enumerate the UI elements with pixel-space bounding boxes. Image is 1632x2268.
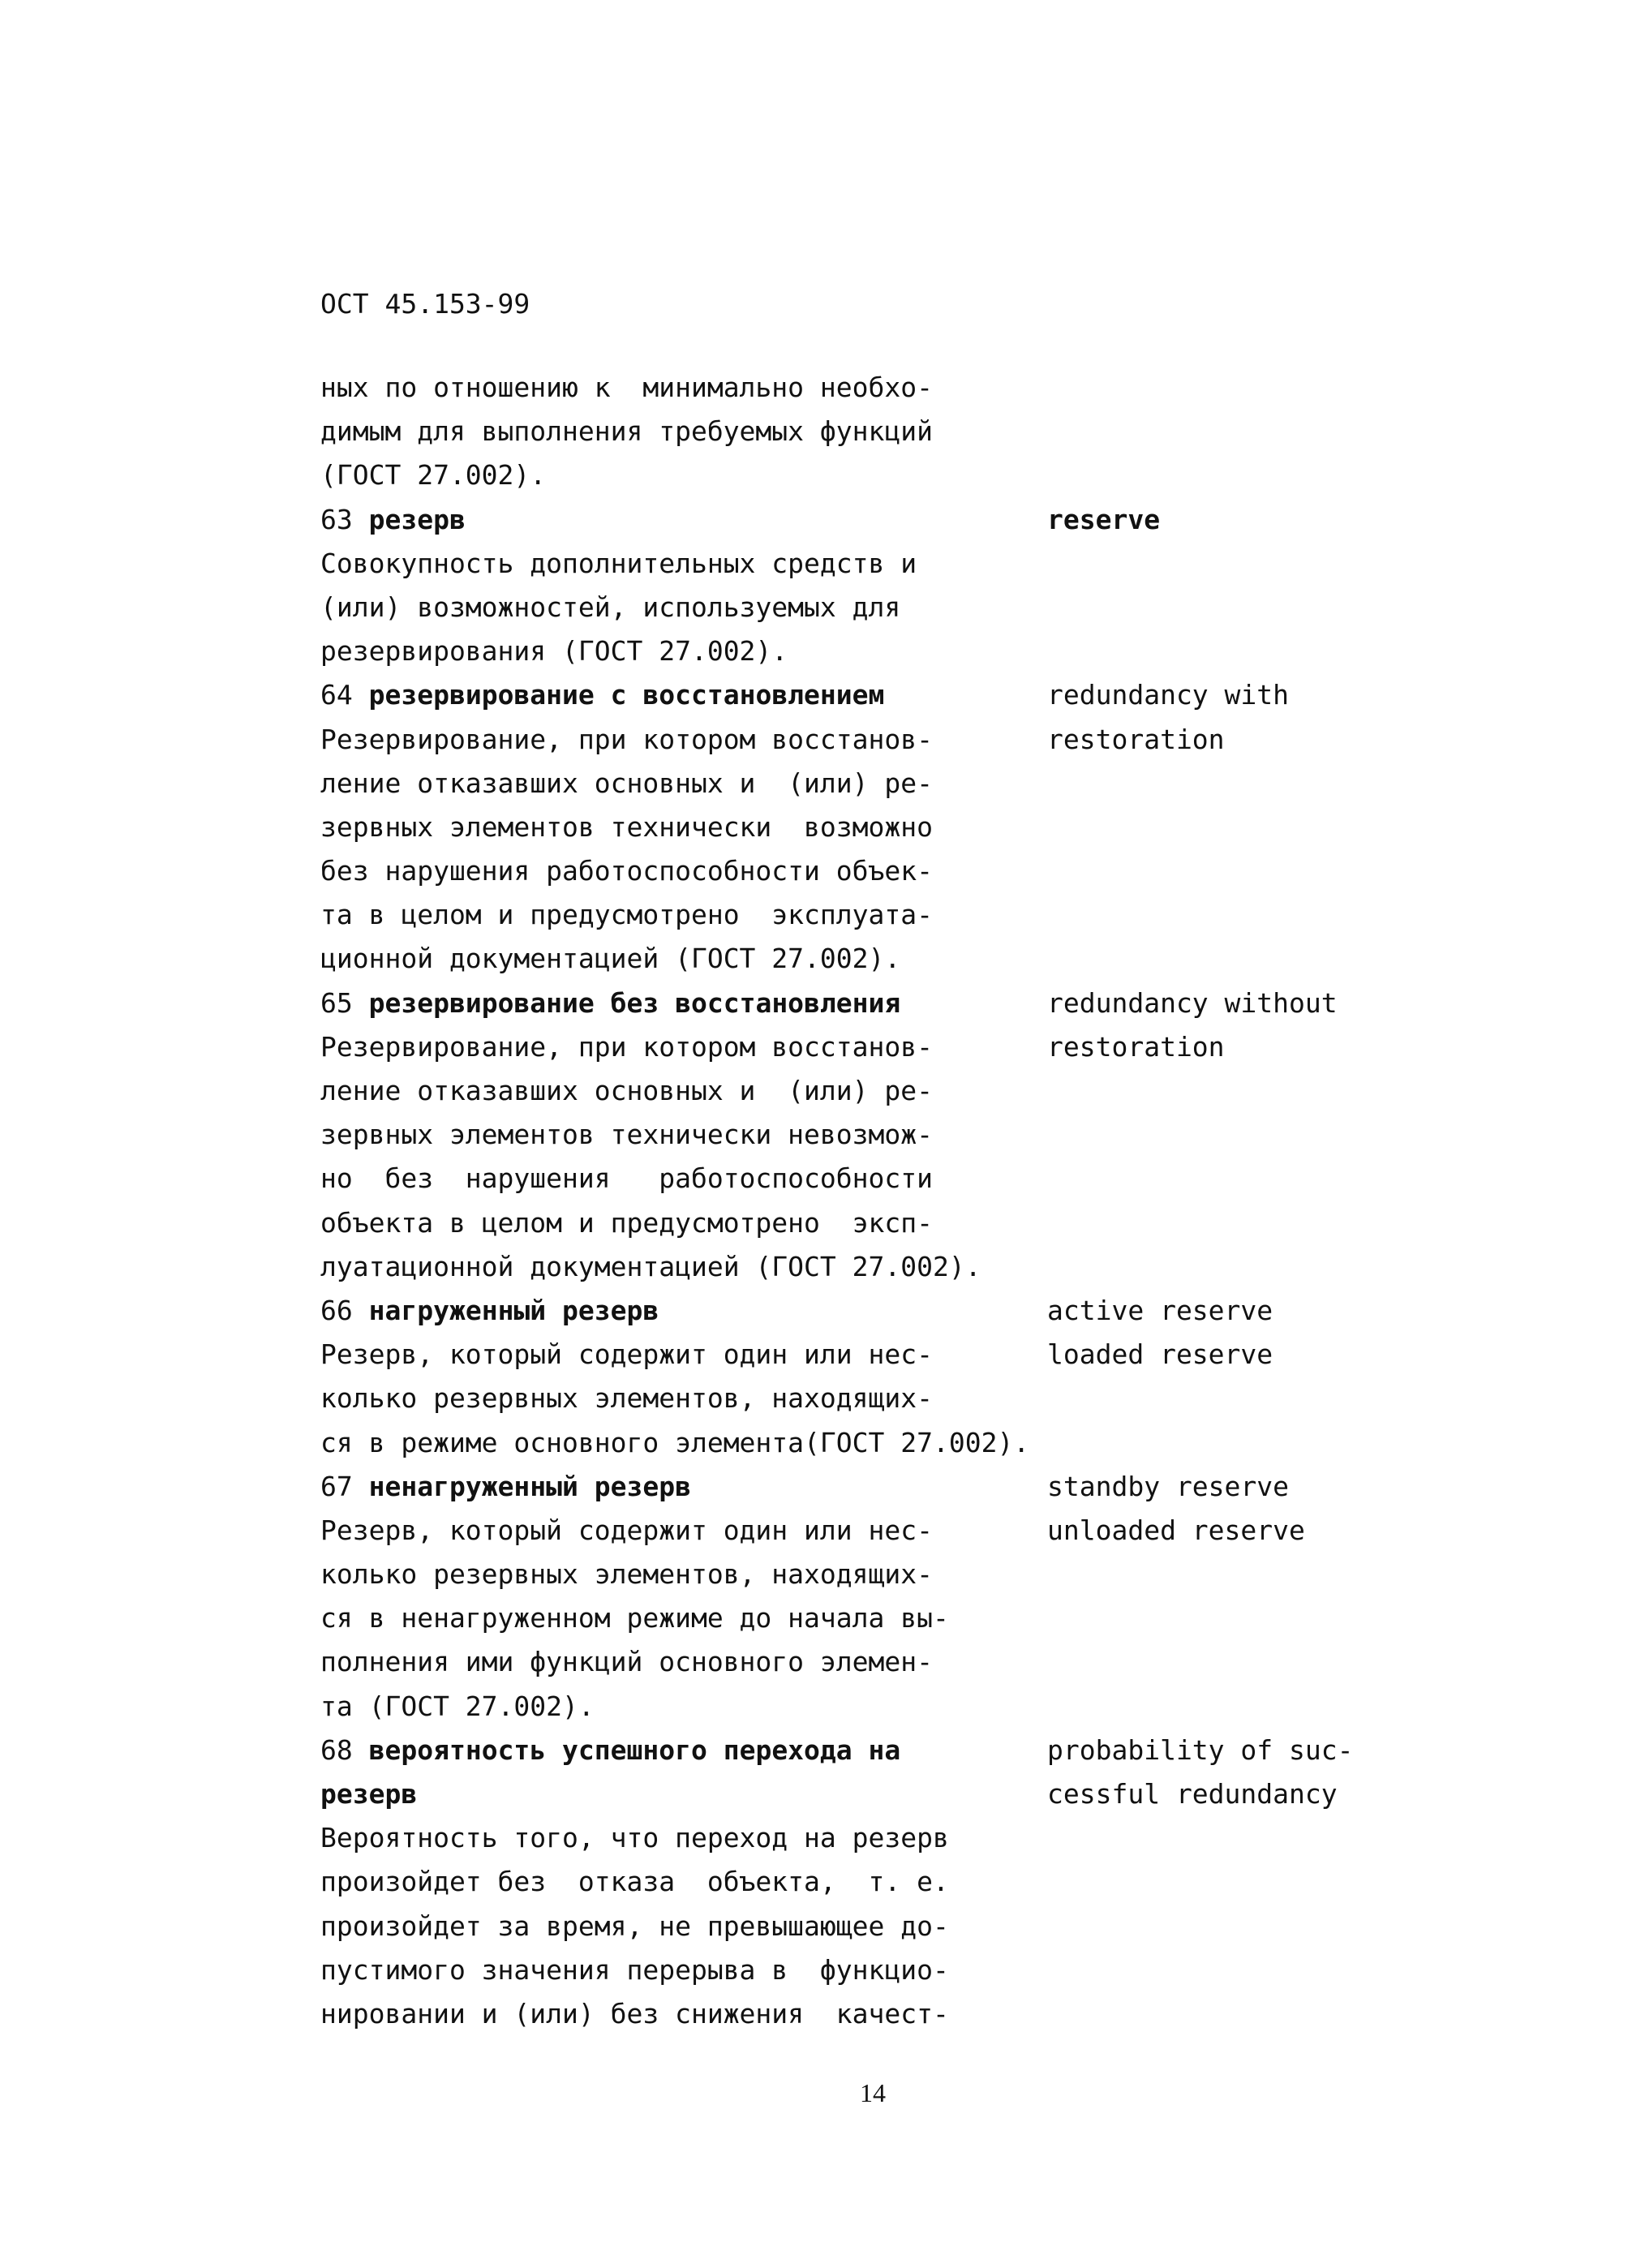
term-heading (320, 673, 884, 717)
definition-text: ных по отношению к минимально необхо- (320, 372, 933, 403)
term-name: ненагруженный резерв (368, 1470, 691, 1502)
term-english: reserve (1047, 503, 1161, 535)
text-line (320, 1860, 1440, 1904)
text-line (320, 1640, 1440, 1684)
definition-text: димым для выполнения требуемых функций (320, 415, 933, 448)
definition-text: Резерв, который содержит один или нес- (320, 1338, 933, 1371)
text-line (320, 410, 1440, 453)
definition-text: нировании и (или) без снижения качест- (320, 1997, 949, 2030)
definition-text: ление отказавших основных и (или) ре- (320, 1075, 933, 1106)
definition-text: (ГОСТ 27.002). (320, 459, 547, 492)
definition-text: ление отказавших основных и (или) ре- (320, 767, 933, 799)
term-heading-line (320, 982, 1440, 1025)
term-english: probability of suc- (1047, 1733, 1354, 1766)
term-heading-line (320, 1465, 1440, 1509)
term-name: резервирование без восстановления (368, 986, 901, 1019)
term-number: 66 (320, 1294, 353, 1326)
term-heading-line (320, 673, 1440, 717)
definition-text: пустимого значения перерыва в функцио- (320, 1953, 949, 1986)
text-line (320, 1421, 1440, 1465)
text-line (320, 366, 1440, 410)
term-number: 63 (320, 503, 353, 535)
term-name: резерв (368, 503, 466, 535)
term-heading (320, 498, 466, 542)
text-line (320, 1377, 1440, 1420)
text-line (320, 1905, 1440, 1948)
term-name: резерв (320, 1778, 418, 1810)
text-line (320, 1509, 1440, 1553)
definition-text: Резервирование, при котором восстанов- (320, 1030, 933, 1063)
definition-text: ционной документацией (ГОСТ 27.002). (320, 943, 901, 975)
definition-text: произойдет за время, не превышающее до- (320, 1909, 949, 1942)
definition-text: без нарушения работоспособности объек- (320, 855, 933, 887)
text-line (320, 1069, 1440, 1113)
definition-text: Резервирование, при котором восстанов- (320, 723, 933, 755)
definition-text: Резерв, который содержит один или нес- (320, 1514, 933, 1546)
definition-text: колько резервных элементов, находящих- (320, 1558, 933, 1591)
text-line (320, 1553, 1440, 1596)
term-english: restoration (1047, 1030, 1225, 1063)
term-heading (320, 1729, 900, 1772)
text-line (320, 718, 1440, 762)
term-heading (320, 1465, 691, 1509)
definition-text: объекта в целом и предусмотрено эксп- (320, 1206, 933, 1239)
text-line (320, 1948, 1440, 1992)
term-number: 67 (320, 1470, 353, 1502)
text-line (320, 762, 1440, 805)
text-line (320, 1596, 1440, 1640)
text-line (320, 849, 1440, 893)
term-number: 65 (320, 986, 353, 1019)
definition-text: (или) возможностей, используемых для (320, 591, 901, 623)
text-line (320, 1992, 1440, 2036)
term-number: 68 (320, 1733, 353, 1766)
definition-text: ся в ненагруженном режиме до начала вы- (320, 1602, 949, 1634)
text-line (320, 1816, 1440, 1860)
page-number: 14 (860, 2078, 886, 2107)
term-name: нагруженный резерв (368, 1294, 659, 1326)
text-line (320, 1201, 1440, 1245)
definition-text: зервных элементов технически невозмож- (320, 1119, 933, 1151)
definition-text: та (ГОСТ 27.002). (320, 1690, 595, 1722)
term-english: redundancy without (1047, 986, 1338, 1019)
text-line (320, 1685, 1440, 1729)
definition-text: произойдет без отказа объекта, т. е. (320, 1866, 949, 1898)
definition-text: Совокупность дополнительных средств и (320, 547, 917, 579)
term-heading (320, 982, 900, 1025)
term-number: 64 (320, 679, 353, 711)
term-heading-line (320, 498, 1440, 542)
term-heading-line (320, 1729, 1440, 1772)
term-heading-line (320, 1289, 1440, 1333)
definition-text: зервных элементов технически возможно (320, 810, 933, 843)
text-line (320, 805, 1440, 849)
text-line (320, 1113, 1440, 1157)
document-body (320, 366, 1440, 2036)
term-english: cessful redundancy (1047, 1778, 1338, 1810)
definition-text: луатационной документацией (ГОСТ 27.002). (320, 1250, 981, 1282)
definition-text: колько резервных элементов, находящих- (320, 1382, 933, 1415)
text-line (320, 1157, 1440, 1201)
document-code: ОСТ 45.153-99 (320, 288, 530, 320)
definition-text: полнения ими функций основного элемен- (320, 1646, 933, 1678)
term-heading (320, 1289, 659, 1333)
text-line (320, 453, 1440, 497)
term-english: restoration (1047, 723, 1225, 755)
term-english: active reserve (1047, 1294, 1273, 1326)
definition-text: Вероятность того, что переход на резерв (320, 1822, 949, 1854)
term-english: redundancy with (1047, 679, 1290, 711)
term-english: loaded reserve (1047, 1338, 1273, 1371)
definition-text: резервирования (ГОСТ 27.002). (320, 635, 788, 668)
term-name: вероятность успешного перехода на (368, 1733, 901, 1766)
text-line (320, 937, 1440, 981)
text-line (320, 586, 1440, 629)
text-line (320, 1333, 1440, 1377)
term-english: unloaded reserve (1047, 1514, 1305, 1546)
term-name: резервирование с восстановлением (368, 679, 885, 711)
definition-text: ся в режиме основного элемента(ГОСТ 27.002). (320, 1426, 1030, 1458)
text-line (320, 1025, 1440, 1069)
term-english: standby reserve (1047, 1470, 1290, 1502)
text-line (320, 542, 1440, 586)
text-line (320, 1245, 1440, 1289)
term-heading-line (320, 1772, 1440, 1816)
definition-text: та в целом и предусмотрено эксплуата- (320, 899, 933, 931)
text-line (320, 629, 1440, 673)
definition-text: но без нарушения работоспособности (320, 1162, 933, 1195)
text-line (320, 893, 1440, 937)
